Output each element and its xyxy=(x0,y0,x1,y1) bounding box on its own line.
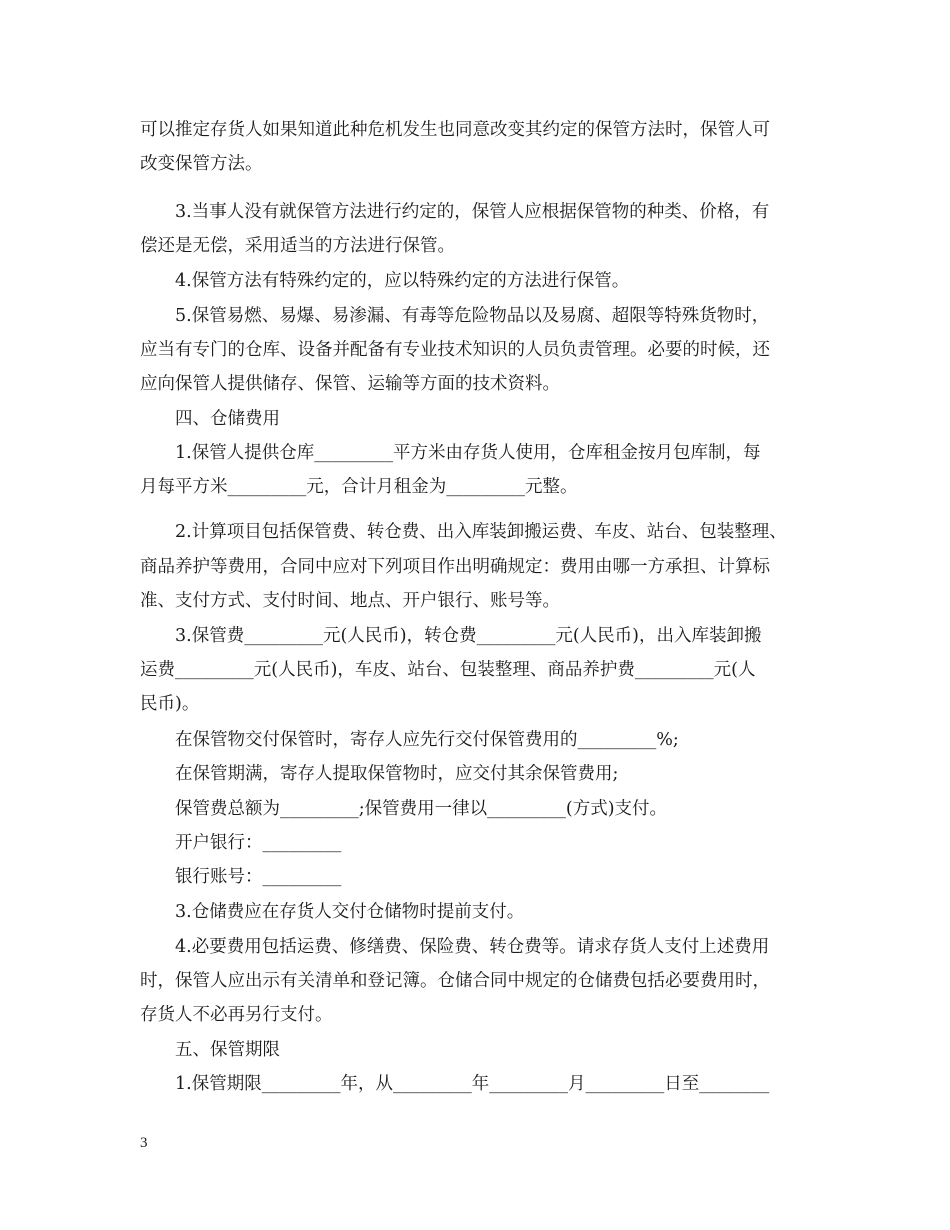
text-line: 应当有专门的仓库、设备并配备有专业技术知识的人员负责管理。必要的时候，还 xyxy=(140,340,770,360)
text-line: 银行账号：_________ xyxy=(175,867,342,887)
text-line: 准、支付方式、支付时间、地点、开户银行、账号等。 xyxy=(140,591,560,611)
text-line: 改变保管方法。 xyxy=(140,154,263,174)
text-line: 可以推定存货人如果知道此种危机发生也同意改变其约定的保管方法时，保管人可 xyxy=(140,120,770,140)
text-line: 时，保管人应出示有关清单和登记簿。仓储合同中规定的仓储费包括必要费用时， xyxy=(140,971,770,991)
text-line: 在保管期满，寄存人提取保管物时，应交付其余保管费用; xyxy=(175,764,619,784)
text-line: 应向保管人提供储存、保管、运输等方面的技术资料。 xyxy=(140,374,560,394)
text-line: 偿还是无偿，采用适当的方法进行保管。 xyxy=(140,236,455,256)
text-line: 1.保管人提供仓库_________平方米由存货人使用，仓库租金按月包库制，每 xyxy=(175,443,761,463)
text-line: 2.计算项目包括保管费、转仓费、出入库装卸搬运费、车皮、站台、包装整理、 xyxy=(175,522,787,542)
text-line: 民币)。 xyxy=(140,694,200,714)
text-line: 在保管物交付保管时，寄存人应先行交付保管费用的_________%; xyxy=(175,730,679,750)
text-line: 运费_________元(人民币)，车皮、站台、包装整理、商品养护费_________元(人 xyxy=(140,660,756,680)
page-number: 3 xyxy=(140,1135,148,1151)
text-line: 3.当事人没有就保管方法进行约定的，保管人应根据保管物的种类、价格，有 xyxy=(175,202,770,222)
text-line: 存货人不必再另行支付。 xyxy=(140,1005,333,1025)
text-line: 保管费总额为_________;保管费用一律以_________(方式)支付。 xyxy=(175,799,668,819)
text-line: 4.必要费用包括运费、修缮费、保险费、转仓费等。请求存货人支付上述费用 xyxy=(175,937,770,957)
section-heading: 四、仓储费用 xyxy=(175,409,280,429)
section-heading: 五、保管期限 xyxy=(175,1040,280,1060)
text-line: 5.保管易燃、易爆、易渗漏、有毒等危险物品以及易腐、超限等特殊货物时， xyxy=(175,306,770,326)
text-line: 月每平方米_________元，合计月租金为_________元整。 xyxy=(140,477,578,497)
text-line: 开户银行：_________ xyxy=(175,833,342,853)
text-line: 3.仓储费应在存货人交付仓储物时提前支付。 xyxy=(175,902,525,922)
text-line: 商品养护等费用，合同中应对下列项目作出明确规定：费用由哪一方承担、计算标 xyxy=(140,557,770,577)
text-line: 1.保管期限_________年，从_________年_________月_________日至________ xyxy=(175,1074,770,1094)
text-line: 3.保管费_________元(人民币)，转仓费_________元(人民币)，出入库装卸搬 xyxy=(175,626,762,646)
text-line: 4.保管方法有特殊约定的，应以特殊约定的方法进行保管。 xyxy=(175,271,630,291)
